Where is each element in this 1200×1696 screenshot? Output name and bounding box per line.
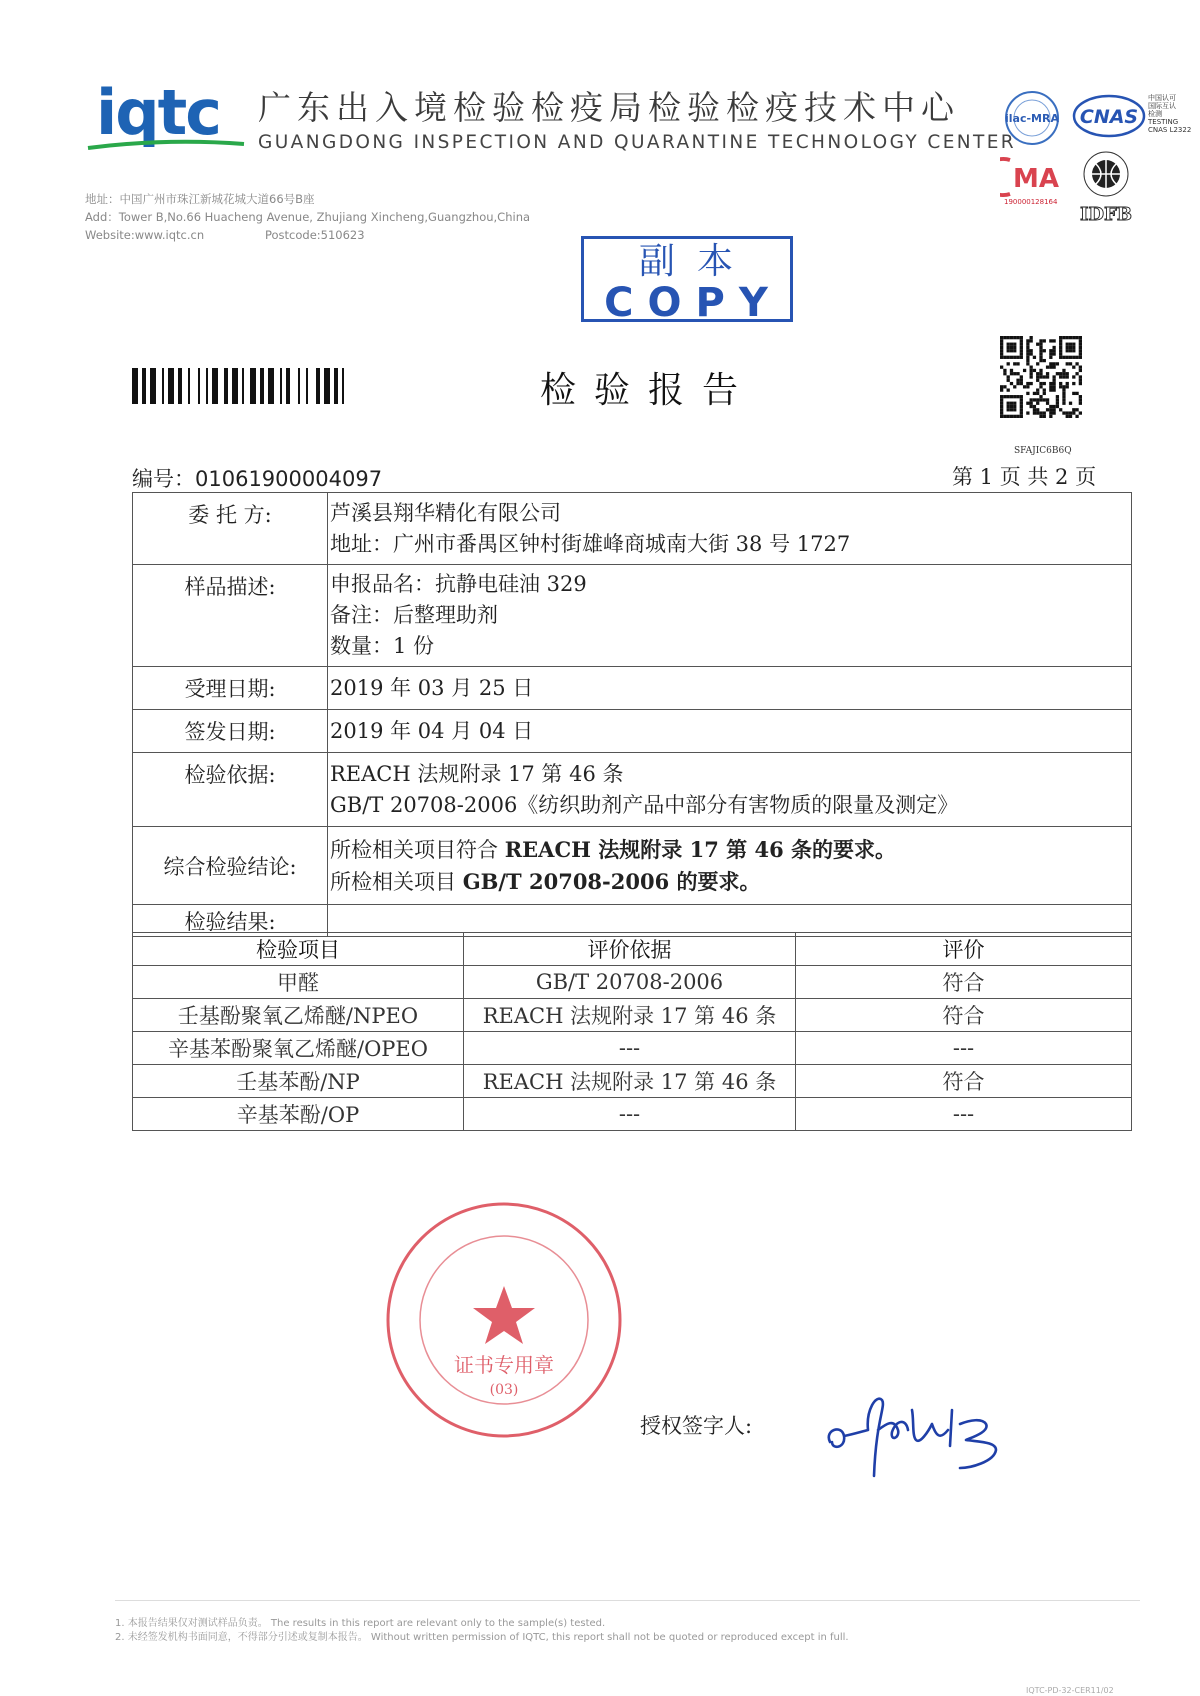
table-row xyxy=(133,1065,1132,1098)
logo-swoosh-icon xyxy=(86,138,246,150)
signature-icon xyxy=(820,1380,1020,1490)
client-name: 芦溪县翔华精化有限公司 xyxy=(330,500,561,525)
results-header: 评价 xyxy=(796,933,1132,966)
cnas-note xyxy=(1148,94,1198,134)
result-evaluation: 符合 xyxy=(796,1065,1132,1098)
result-evaluation: 符合 xyxy=(796,966,1132,999)
result-basis: --- xyxy=(464,1032,796,1065)
client-row xyxy=(133,493,1132,565)
table-row xyxy=(133,1032,1132,1065)
table-row xyxy=(133,1098,1132,1131)
received-date: 2019 年 03 月 25 日 xyxy=(328,667,1132,710)
footer-note-1: 1. 本报告结果仅对测试样品负责。 The results in this report are relevant only to the sample(s) tested. xyxy=(115,1618,606,1629)
basis-line-2: GB/T 20708-2006《纺织助剂产品中部分有害物质的限量及测定》 xyxy=(330,792,959,817)
conclusion-row xyxy=(133,827,1132,905)
issued-row xyxy=(133,710,1132,753)
table-row xyxy=(133,999,1132,1032)
seal-center-text: 证书专用章 xyxy=(454,1353,554,1377)
conclusion-line-2 xyxy=(330,866,1131,898)
report-title: 检验报告 xyxy=(540,370,757,411)
barcode-icon xyxy=(132,368,454,404)
sample-name: 申报品名：抗静电硅油 329 xyxy=(330,572,587,596)
cnas-note-line: TESTING xyxy=(1148,118,1179,126)
result-evaluation: --- xyxy=(796,1032,1132,1065)
issued-label: 签发日期: xyxy=(133,710,328,753)
result-item: 辛基苯酚/OP xyxy=(133,1098,464,1131)
received-label: 受理日期: xyxy=(133,667,328,710)
result-basis: --- xyxy=(464,1098,796,1131)
results-header: 检验项目 xyxy=(133,933,464,966)
result-basis: GB/T 20708-2006 xyxy=(464,966,796,999)
website: Website:www.iqtc.cn xyxy=(85,228,205,242)
sample-label: 样品描述: xyxy=(133,565,328,667)
org-name-en: GUANGDONG INSPECTION AND QUARANTINE TECHNOLOGY CENTER xyxy=(258,132,1017,153)
cnas-note-line: 国际互认 xyxy=(1148,102,1176,110)
idfb-logo-icon xyxy=(1074,150,1138,226)
sample-note: 备注：后整理助剂 xyxy=(330,603,498,627)
sample-value xyxy=(328,565,1132,667)
org-name-cn: 广东出入境检验检疫局检验检疫技术中心 xyxy=(258,88,960,127)
cnas-note-line: CNAS L2322 xyxy=(1148,126,1192,134)
result-basis: REACH 法规附录 17 第 46 条 xyxy=(464,999,796,1032)
results-header: 评价依据 xyxy=(464,933,796,966)
conclusion-1-bold: REACH 法规附录 17 第 46 条的要求。 xyxy=(504,836,896,862)
page-info: 第 1 页 共 2 页 xyxy=(952,465,1097,489)
ilac-text: ilac-MRA xyxy=(1005,112,1059,125)
conclusion-1-text: 所检相关项目符合 xyxy=(330,837,505,862)
signatory-label: 授权签字人: xyxy=(640,1414,753,1438)
results-header-row xyxy=(133,933,1132,966)
conclusion-2-text: 所检相关项目 xyxy=(330,869,463,894)
copy-stamp-cn: 副本 xyxy=(638,241,755,282)
cnas-text: CNAS xyxy=(1079,106,1139,128)
conclusion-2-bold: GB/T 20708-2006 的要求。 xyxy=(462,868,761,894)
result-basis: REACH 法规附录 17 第 46 条 xyxy=(464,1065,796,1098)
client-address: 地址：广州市番禺区钟村街雄峰商城南大街 38 号 1727 xyxy=(330,531,851,556)
basis-label: 检验依据: xyxy=(133,753,328,827)
ilac-mra-logo-icon xyxy=(1004,90,1060,146)
seal-number: (03) xyxy=(489,1382,519,1398)
issued-date: 2019 年 04 月 04 日 xyxy=(328,710,1132,753)
results-label: 检验结果: xyxy=(133,905,328,937)
idfb-text: IDFB xyxy=(1079,204,1133,225)
postcode: Postcode:510623 xyxy=(265,228,365,242)
report-number: 编号：01061900004097 xyxy=(132,467,383,491)
result-item: 甲醛 xyxy=(133,966,464,999)
cnas-note-line: 检测 xyxy=(1148,110,1162,118)
basis-line-1: REACH 法规附录 17 第 46 条 xyxy=(330,761,624,786)
qr-code-icon xyxy=(1000,336,1082,418)
basis-row xyxy=(133,753,1132,827)
cnas-note-line: 中国认可 xyxy=(1148,94,1176,102)
results-table xyxy=(132,932,1132,1131)
table-row xyxy=(133,966,1132,999)
ma-text: MA xyxy=(1013,164,1059,194)
copy-stamp-en: COPY xyxy=(604,280,782,326)
result-item: 壬基酚聚氧乙烯醚/NPEO xyxy=(133,999,464,1032)
form-code: IQTC-PD-32-CER11/02 xyxy=(1026,1686,1114,1695)
iqtc-logo: iqtc xyxy=(96,76,221,149)
result-item: 壬基苯酚/NP xyxy=(133,1065,464,1098)
client-label: 委 托 方: xyxy=(133,493,328,565)
sample-row xyxy=(133,565,1132,667)
basis-value xyxy=(328,753,1132,827)
ma-number: 190000128164 xyxy=(1004,198,1058,206)
footer-note-2: 2. 未经签发机构书面同意，不得部分引述或复制本报告。 Without written permission of IQTC, this report shall not be quoted or reproduced except in full. xyxy=(115,1632,849,1643)
conclusion-label: 综合检验结论: xyxy=(133,827,328,905)
result-evaluation: 符合 xyxy=(796,999,1132,1032)
conclusion-value xyxy=(328,827,1132,905)
footer-divider xyxy=(115,1600,1140,1601)
address-cn: 地址：中国广州市珠江新城花城大道66号B座 xyxy=(85,192,315,206)
client-value xyxy=(328,493,1132,565)
qr-code-label: SFAJIC6B6Q xyxy=(1014,446,1072,456)
result-evaluation: --- xyxy=(796,1098,1132,1131)
copy-stamp xyxy=(581,236,793,326)
result-item: 辛基苯酚聚氧乙烯醚/OPEO xyxy=(133,1032,464,1065)
official-seal-icon xyxy=(384,1200,624,1440)
received-row xyxy=(133,667,1132,710)
conclusion-line-1 xyxy=(330,834,1131,866)
cma-logo-icon xyxy=(1000,156,1066,198)
address-en: Add：Tower B,No.66 Huacheng Avenue, Zhujiang Xincheng,Guangzhou,China xyxy=(85,210,531,224)
report-info-table xyxy=(132,492,1132,937)
cnas-logo-icon xyxy=(1072,94,1146,138)
sample-qty: 数量：1 份 xyxy=(330,634,435,658)
